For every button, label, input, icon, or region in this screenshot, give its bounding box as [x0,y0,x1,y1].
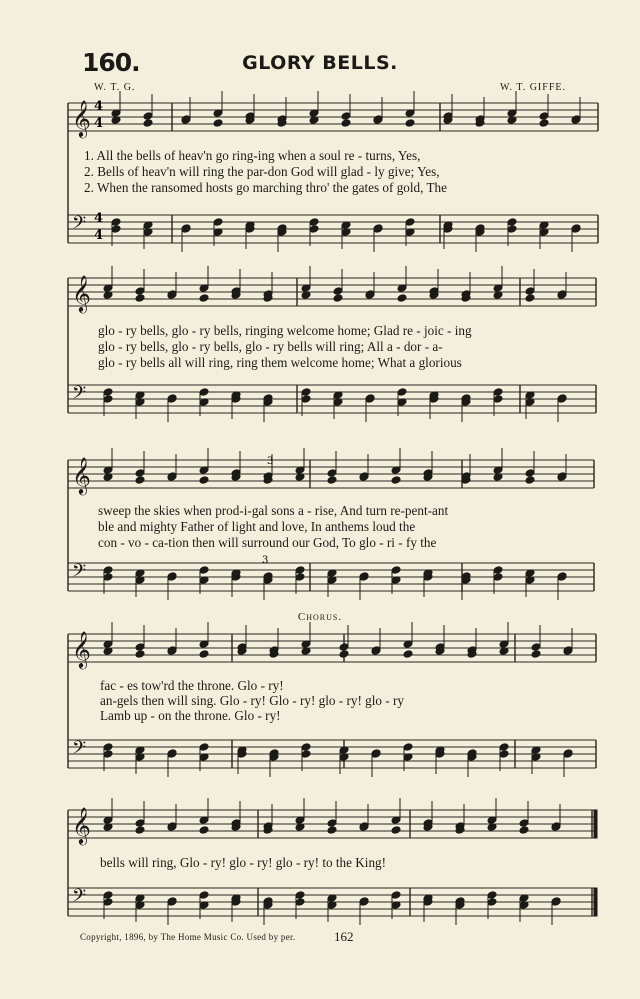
lyric-line: 2. Bells of heav'n will ring the par-don God will glad - ly give; Yes, [84,164,440,179]
note-head [111,225,121,234]
hymn-number: 160. [82,48,140,77]
note-head [213,119,223,128]
note-head [525,476,535,485]
lyric-line: ble and mighty Father of light and love, In anthems loud the [98,519,416,534]
note-head [295,573,305,582]
lyric-line: an-gels then will sing. Glo - ry! Glo - ry! glo - ry! glo - ry [100,693,404,708]
lyric-line: 1. All the bells of heav'n go ring-ing when a soul re - turns, Yes, [84,148,421,163]
note-head [295,891,305,900]
note-head [493,395,503,404]
note-head [525,287,535,296]
note-head [301,743,311,752]
note-head [525,294,535,303]
note-head [507,225,517,234]
triplet-mark-bass: 3 [262,555,269,566]
note-head [493,566,503,575]
note-head [493,573,503,582]
chorus-label: Chorus. [297,611,343,623]
bass-clef: 𝄢 [72,383,87,408]
note-head [103,750,113,759]
note-head [199,566,209,575]
note-head [301,395,311,404]
note-head [531,650,541,659]
note-head [309,218,319,227]
bass-clef: 𝄢 [72,738,87,763]
note-head [499,750,509,759]
bass-clef: 𝄢 [72,561,87,586]
lyric-line: glo - ry bells, glo - ry bells, glo - ry bells will ring; All a - dor - a- [98,339,443,354]
note-head [103,573,113,582]
hymn-title: GLORY BELLS. [242,52,398,74]
note-head [199,826,209,835]
note-head [135,643,145,652]
note-head [341,119,351,128]
note-head [103,743,113,752]
time-signature-bottom-bass: 4 [94,228,104,243]
copyright-notice: Copyright, 1896, by The Home Music Co. Used by per. [80,932,296,942]
note-head [493,388,503,397]
lyric-line: con - vo - ca-tion then will surround our God, To glo - ri - fy the [98,535,437,550]
note-head [103,891,113,900]
note-head [301,388,311,397]
lyric-line: glo - ry bells, glo - ry bells, ringing welcome home; Glad re - joic - ing [98,323,472,338]
note-head [135,294,145,303]
clefs [72,99,91,911]
note-head [403,743,413,752]
lyric-line: 2. When the ransomed hosts go marching thro' the gates of gold, The [84,180,448,195]
treble-clef: 𝄞 [72,99,91,137]
note-head [391,891,401,900]
note-head [103,898,113,907]
lyric-line: bells will ring, Glo - ry! glo - ry! glo - ry! to the King! [100,855,387,870]
note-head [519,819,529,828]
music-credit: W. T. GIFFE. [500,82,566,93]
lyric-line: Lamb up - on the throne. Glo - ry! [100,708,281,723]
note-head [327,476,337,485]
note-head [199,743,209,752]
note-head [539,112,549,121]
note-head [519,826,529,835]
note-head [539,119,549,128]
note-head [397,388,407,397]
note-head [135,287,145,296]
note-head [391,826,401,835]
note-head [333,294,343,303]
note-head [391,476,401,485]
note-head [397,294,407,303]
note-head [339,643,349,652]
note-head [103,395,113,404]
note-head [213,218,223,227]
note-head [143,119,153,128]
time-signature-bottom: 4 [94,116,104,131]
note-head [405,119,415,128]
time-signature-top: 4 [94,99,104,114]
bass-clef: 𝄢 [72,886,87,911]
treble-clef: 𝄞 [72,274,91,312]
note-head [309,225,319,234]
time-signature-top-bass: 4 [94,211,104,226]
note-head [487,891,497,900]
note-head [391,566,401,575]
note-head [135,469,145,478]
note-head [339,650,349,659]
words-credit: W. T. G. [94,82,136,93]
note-head [295,566,305,575]
final-bar-thick [594,888,597,916]
note-head [135,650,145,659]
note-head [103,566,113,575]
note-head [199,891,209,900]
final-bar-thick [594,810,597,838]
note-head [507,218,517,227]
treble-clef: 𝄞 [72,456,91,494]
note-head [103,388,113,397]
note-head [487,898,497,907]
note-head [499,743,509,752]
note-head [341,112,351,121]
note-head [531,643,541,652]
note-head [327,819,337,828]
lyric-line: sweep the skies when prod-i-gal sons a - rise, And turn re-pent-ant [98,503,449,518]
triplet-mark: 3 [267,456,274,467]
note-head [333,287,343,296]
note-head [295,898,305,907]
note-head [135,476,145,485]
note-head [199,294,209,303]
note-head [135,826,145,835]
note-head [525,469,535,478]
note-head [405,218,415,227]
treble-clef: 𝄞 [72,806,91,844]
note-head [327,469,337,478]
treble-clef: 𝄞 [72,630,91,668]
note-head [111,218,121,227]
note-head [199,476,209,485]
lyric-line: glo - ry bells all will ring, ring them welcome home; What a glorious [98,355,462,370]
note-head [135,819,145,828]
note-head [199,388,209,397]
bass-clef: 𝄢 [72,213,87,238]
note-head [403,650,413,659]
note-head [199,650,209,659]
note-head [327,826,337,835]
lyric-line: fac - es tow'rd the throne. Glo - ry! [100,678,284,693]
page-number: 162 [334,929,354,944]
note-head [301,750,311,759]
note-head [143,112,153,121]
